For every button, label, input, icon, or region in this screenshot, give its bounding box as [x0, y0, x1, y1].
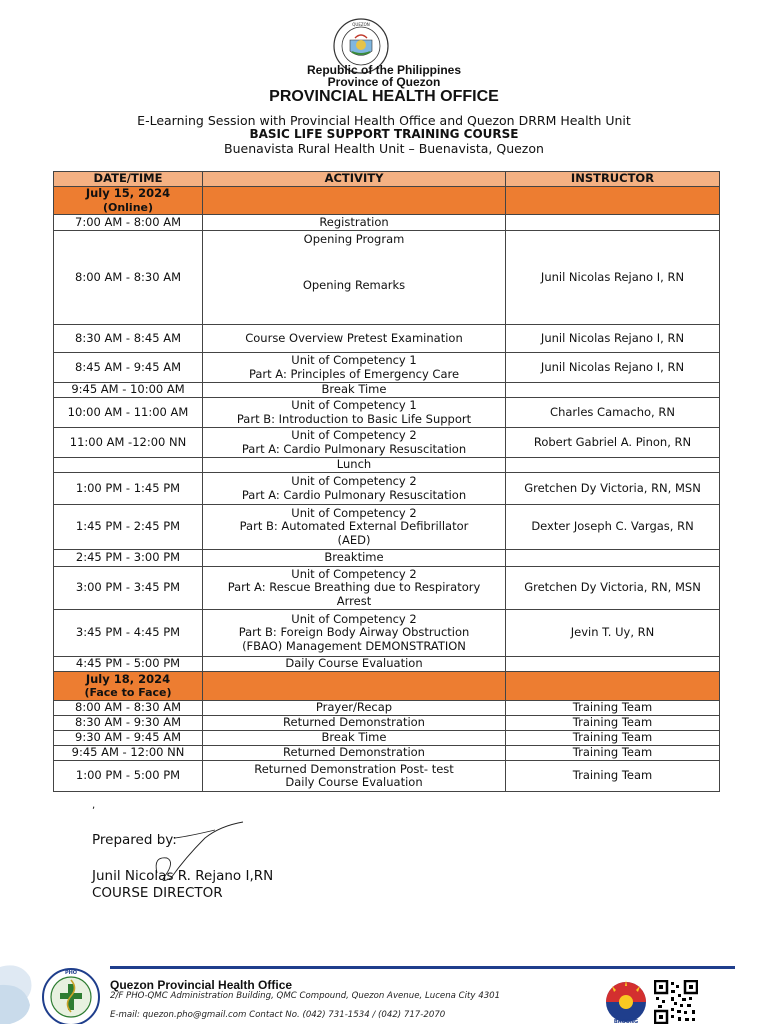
- activity-cell: [203, 428, 506, 458]
- time-cell: 1:45 PM - 2:45 PM: [54, 505, 203, 550]
- signatory-name: Junil Nicolas R. Rejano I,RN: [92, 868, 274, 884]
- table-row: [54, 761, 720, 792]
- table-row: [54, 731, 720, 746]
- course-title: BASIC LIFE SUPPORT TRAINING COURSE: [249, 127, 519, 141]
- time-cell: 3:00 PM - 3:45 PM: [54, 567, 203, 610]
- instructor-cell: Jevin T. Uy, RN: [506, 610, 720, 657]
- time-cell: [54, 458, 203, 473]
- day-row-1: [54, 187, 720, 215]
- activity-line: Unit of Competency 2: [291, 611, 417, 626]
- table-row: [54, 398, 720, 428]
- time-cell: 2:45 PM - 3:00 PM: [54, 550, 203, 567]
- activity-line: Opening Program: [303, 232, 405, 246]
- time-cell: 8:45 AM - 9:45 AM: [54, 353, 203, 383]
- activity-line: Opening Remarks: [302, 278, 406, 292]
- svg-text:QUEZON: QUEZON: [352, 22, 370, 27]
- qr-code-icon: [654, 980, 698, 1024]
- time-cell: 7:00 AM - 8:00 AM: [54, 215, 203, 231]
- time-cell: 8:00 AM - 8:30 AM: [54, 701, 203, 716]
- pho-logo-icon: [40, 966, 102, 1024]
- footer-office-name: Quezon Provincial Health Office: [110, 978, 293, 992]
- table-row: [54, 215, 720, 231]
- instructor-cell: Gretchen Dy Victoria, RN, MSN: [506, 473, 720, 505]
- session-subtitle: E-Learning Session with Provincial Health Office and Quezon DRRM Health Unit: [137, 113, 631, 128]
- bagong-pilipinas-logo-icon: [596, 976, 656, 1024]
- activity-line: Part A: Principles of Emergency Care: [248, 366, 460, 381]
- prepared-by-label: Prepared by:: [92, 832, 177, 848]
- activity-cell: Break Time: [203, 383, 506, 398]
- svg-text:PHO: PHO: [64, 970, 78, 976]
- instructor-cell: [506, 215, 720, 231]
- footer-divider: [110, 966, 735, 969]
- table-row: [54, 325, 720, 353]
- day-empty-cell: [203, 187, 506, 215]
- instructor-cell: Training Team: [506, 761, 720, 792]
- activity-line: Returned Demonstration Post- test: [254, 761, 454, 776]
- table-row: [54, 458, 720, 473]
- province-heading: Province of Quezon: [327, 75, 441, 89]
- time-cell: 8:00 AM - 8:30 AM: [54, 231, 203, 325]
- activity-cell: Returned Demonstration: [203, 746, 506, 761]
- header-activity: ACTIVITY: [203, 172, 506, 187]
- table-row: [54, 505, 720, 550]
- activity-cell: [203, 231, 506, 325]
- activity-line: Unit of Competency 2: [291, 474, 417, 488]
- activity-line: Part B: Introduction to Basic Life Support: [236, 411, 472, 426]
- activity-line: (FBAO) Management DEMONSTRATION: [242, 638, 466, 653]
- table-row: [54, 383, 720, 398]
- footer-contact: E-mail: quezon.pho@gmail.com Contact No. (042) 731-1534 / (042) 717-2070: [110, 1010, 446, 1020]
- instructor-cell: [506, 383, 720, 398]
- activity-line: Part A: Cardio Pulmonary Resuscitation: [241, 487, 467, 502]
- time-cell: 9:45 AM - 10:00 AM: [54, 383, 203, 398]
- activity-cell: [203, 505, 506, 550]
- day-mode: (Face to Face): [84, 686, 172, 699]
- instructor-cell: Training Team: [506, 701, 720, 716]
- activity-line: Part B: Automated External Defibrillator: [239, 519, 469, 534]
- table-row: [54, 716, 720, 731]
- activity-cell: Returned Demonstration: [203, 716, 506, 731]
- day-empty-cell: [203, 672, 506, 701]
- table-row: [54, 231, 720, 325]
- activity-line: Unit of Competency 2: [291, 566, 417, 581]
- activity-line: Unit of Competency 2: [291, 505, 417, 520]
- office-title: PROVINCIAL HEALTH OFFICE: [269, 88, 499, 105]
- activity-cell: [203, 610, 506, 657]
- activity-cell: Break Time: [203, 731, 506, 746]
- day-empty-cell: [506, 187, 720, 215]
- day-date-cell: [54, 672, 203, 701]
- header-instructor: INSTRUCTOR: [506, 172, 720, 187]
- instructor-cell: Junil Nicolas Rejano I, RN: [506, 231, 720, 325]
- time-cell: 1:00 PM - 1:45 PM: [54, 473, 203, 505]
- day-date-cell: [54, 187, 203, 215]
- activity-line: Unit of Competency 1: [291, 398, 417, 412]
- svg-text:BAGONG: BAGONG: [613, 1019, 639, 1024]
- instructor-cell: Training Team: [506, 731, 720, 746]
- activity-line: Daily Course Evaluation: [285, 775, 423, 789]
- instructor-cell: Junil Nicolas Rejano I, RN: [506, 325, 720, 353]
- table-row: [54, 701, 720, 716]
- instructor-cell: Training Team: [506, 746, 720, 761]
- venue-line: Buenavista Rural Health Unit – Buenavista, Quezon: [224, 141, 544, 156]
- republic-heading: Republic of the Philippines: [306, 63, 461, 77]
- day-empty-cell: [506, 672, 720, 701]
- day-row-2: [54, 672, 720, 701]
- table-row: [54, 550, 720, 567]
- table-row: [54, 746, 720, 761]
- activity-line: (AED): [337, 532, 371, 547]
- instructor-cell: Training Team: [506, 716, 720, 731]
- table-row: [54, 473, 720, 505]
- table-row: [54, 610, 720, 657]
- instructor-cell: [506, 458, 720, 473]
- day-date: July 18, 2024: [85, 671, 171, 686]
- footer-address: 2/F PHO-QMC Administration Building, QMC Compound, Quezon Avenue, Lucena City 4301: [110, 991, 501, 1001]
- time-cell: 8:30 AM - 9:30 AM: [54, 716, 203, 731]
- header-date-time: DATE/TIME: [54, 172, 203, 187]
- activity-line: Part A: Rescue Breathing due to Respiratory: [227, 580, 481, 595]
- time-cell: 9:45 AM - 12:00 NN: [54, 746, 203, 761]
- table-header-row: [54, 172, 720, 187]
- instructor-cell: [506, 657, 720, 672]
- activity-line: Unit of Competency 2: [291, 428, 417, 442]
- table-row: [54, 428, 720, 458]
- activity-line: Arrest: [336, 593, 372, 608]
- activity-cell: Course Overview Pretest Examination: [203, 325, 506, 353]
- activity-line: Part B: Foreign Body Airway Obstruction: [238, 625, 470, 640]
- activity-line: Unit of Competency 1: [291, 353, 417, 367]
- table-row: [54, 567, 720, 610]
- instructor-cell: Charles Camacho, RN: [506, 398, 720, 428]
- activity-cell: [203, 761, 506, 792]
- table-row: [54, 353, 720, 383]
- instructor-cell: Gretchen Dy Victoria, RN, MSN: [506, 567, 720, 610]
- time-cell: 1:00 PM - 5:00 PM: [54, 761, 203, 792]
- activity-cell: Lunch: [203, 458, 506, 473]
- signatory-title: COURSE DIRECTOR: [92, 885, 223, 901]
- day-mode: (Online): [102, 200, 154, 214]
- activity-cell: [203, 567, 506, 610]
- activity-cell: [203, 398, 506, 428]
- time-cell: 3:45 PM - 4:45 PM: [54, 610, 203, 657]
- activity-cell: Daily Course Evaluation: [203, 657, 506, 672]
- activity-cell: Breaktime: [203, 550, 506, 567]
- time-cell: 10:00 AM - 11:00 AM: [54, 398, 203, 428]
- time-cell: 9:30 AM - 9:45 AM: [54, 731, 203, 746]
- instructor-cell: Robert Gabriel A. Pinon, RN: [506, 428, 720, 458]
- time-cell: 11:00 AM -12:00 NN: [54, 428, 203, 458]
- activity-cell: Registration: [203, 215, 506, 231]
- schedule-table: [53, 171, 720, 792]
- instructor-cell: [506, 550, 720, 567]
- instructor-cell: Dexter Joseph C. Vargas, RN: [506, 505, 720, 550]
- activity-line: Part A: Cardio Pulmonary Resuscitation: [241, 441, 467, 456]
- table-row: [54, 657, 720, 672]
- activity-cell: [203, 473, 506, 505]
- day-date: July 15, 2024: [85, 186, 171, 200]
- instructor-cell: Junil Nicolas Rejano I, RN: [506, 353, 720, 383]
- time-cell: 4:45 PM - 5:00 PM: [54, 657, 203, 672]
- activity-cell: Prayer/Recap: [203, 701, 506, 716]
- activity-cell: [203, 353, 506, 383]
- stray-mark: ,: [92, 800, 96, 811]
- time-cell: 8:30 AM - 8:45 AM: [54, 325, 203, 353]
